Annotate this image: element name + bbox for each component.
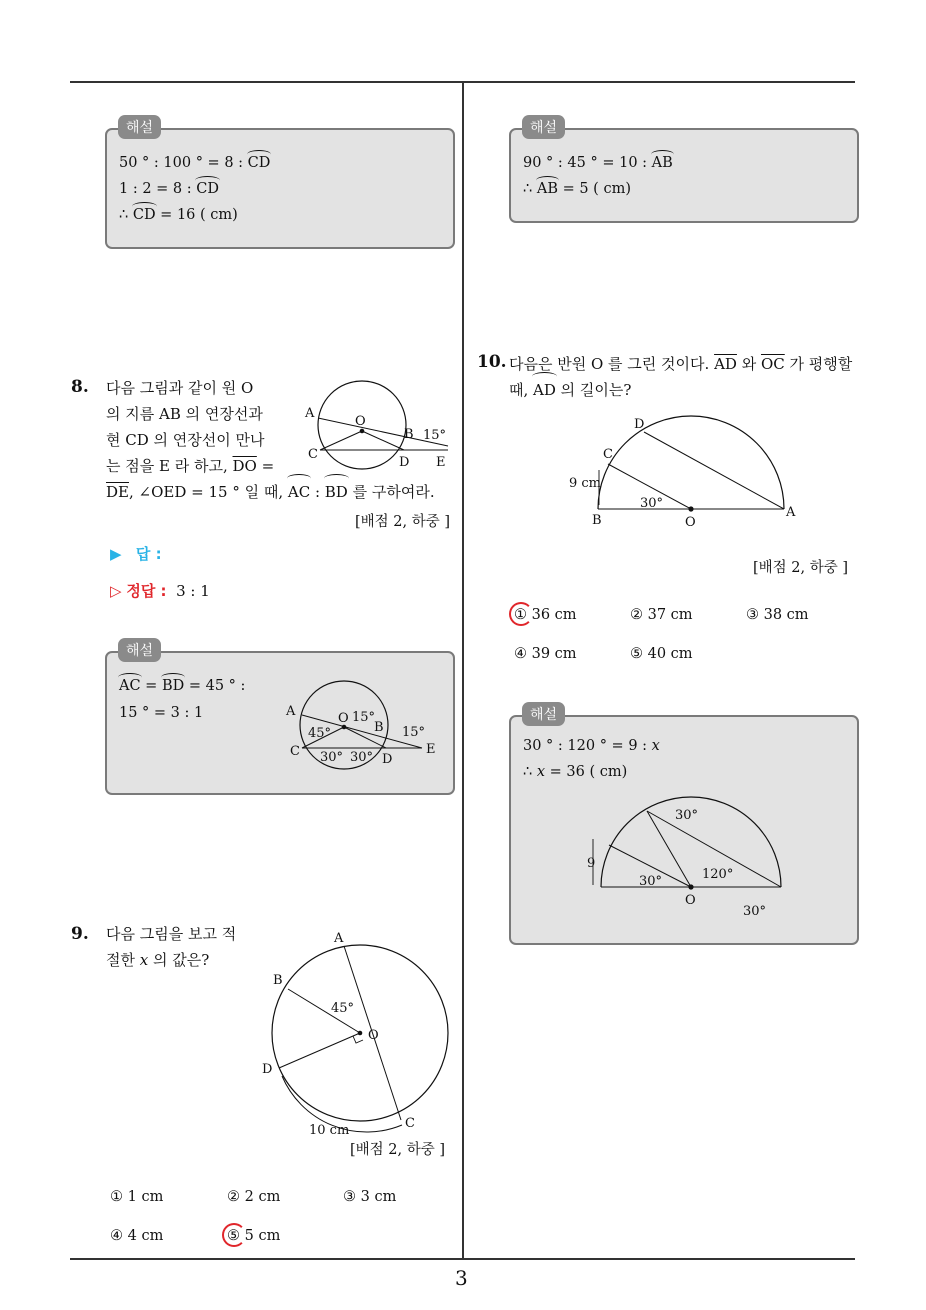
sol8-line2: 15 ° = 3 : 1 <box>119 705 204 721</box>
sol10-line2: ∴ x = 36 ( cm) <box>523 764 628 780</box>
q8-line5: $\overline{DE}$, ∠OED = 15 ° 일 때, AC : BD 를 구하여라. <box>106 479 435 505</box>
q8-fig-B: B <box>404 427 414 442</box>
q8-fig-E: E <box>436 455 446 470</box>
solution-box-q10 <box>509 715 859 945</box>
q8-answer: ▶ 답 : <box>110 545 162 563</box>
sol10-line1: 30 ° : 120 ° = 9 : x <box>523 738 660 754</box>
q9-option-4[interactable]: ④ 4 cm <box>110 1228 164 1244</box>
bottom-rule <box>70 1258 855 1260</box>
q8-line2: 의 지름 AB 의 연장선과 <box>106 405 263 423</box>
sol8-fig-C: C <box>290 744 300 759</box>
sol8-fig-a30r: 30° <box>350 750 374 765</box>
sol7-line2: 1 : 2 = 8 : CD <box>119 181 219 197</box>
q10-number: 10. <box>477 352 507 372</box>
sol8-fig-O: O <box>338 711 349 726</box>
q9-fig-angle: 45° <box>331 1001 355 1016</box>
q9-answer-mark <box>222 1223 246 1247</box>
q9-option-2[interactable]: ② 2 cm <box>227 1189 281 1205</box>
sol10-fig-a30b: 30° <box>743 904 767 919</box>
sol10-fig-a30top: 30° <box>675 808 699 823</box>
sol8-fig-B: B <box>374 720 384 735</box>
sol10-fig-a30l: 30° <box>639 874 663 889</box>
solution-tag-q9: 해설 <box>522 115 565 139</box>
q8-fig-angle: 15° <box>423 428 447 443</box>
sol10-fig-a120: 120° <box>702 867 734 882</box>
q9-fig-C: C <box>405 1116 415 1131</box>
q8-score: [배점 2, 하중 ] <box>355 514 451 530</box>
q9-figure <box>262 928 462 1138</box>
q8-fig-A: A <box>305 406 315 421</box>
sol8-fig-D: D <box>382 752 393 767</box>
q9-fig-A: A <box>334 931 344 946</box>
q8-line4: 는 점을 E 라 하고, $\overline{DO}$ = <box>106 457 275 475</box>
sol8-fig-a30l: 30° <box>320 750 344 765</box>
q10-fig-angle: 30° <box>640 496 664 511</box>
q8-number: 8. <box>71 377 89 397</box>
q9-text <box>106 921 236 973</box>
q9-fig-D: D <box>262 1062 273 1077</box>
sol7-line1: 50 ° : 100 ° = 8 : CD <box>119 155 271 171</box>
sol8-fig-a15: 15° <box>352 710 376 725</box>
solution-box-q9 <box>509 128 859 223</box>
q9-line2: 절한 x 의 값은? <box>106 951 210 969</box>
q8-fig-O: O <box>355 414 366 429</box>
q10-line1: 다음은 반원 O 를 그린 것이다. $\overline{AD}$ 와 $\overline{OC}$ 가 평행할 <box>509 355 853 373</box>
q9-option-5[interactable]: ⑤ 5 cm <box>227 1228 281 1244</box>
q8-line1: 다음 그림과 같이 원 O <box>106 379 254 397</box>
q9-option-1[interactable]: ① 1 cm <box>110 1189 164 1205</box>
sol10-fig-O: O <box>685 893 696 908</box>
q10-fig-O: O <box>685 515 696 530</box>
q8-figure <box>300 380 460 475</box>
q10-fig-A: A <box>786 505 796 520</box>
column-divider <box>462 83 464 1259</box>
q9-number: 9. <box>71 924 89 944</box>
solution-tag-q10: 해설 <box>522 702 565 726</box>
q10-option-2[interactable]: ② 37 cm <box>630 607 693 623</box>
sol8-figure <box>282 675 442 770</box>
sol8-line1: AC = BD = 45 ° : <box>119 678 246 694</box>
sol7-line3: ∴ CD = 16 ( cm) <box>119 207 238 223</box>
solution-tag-q7: 해설 <box>118 115 161 139</box>
q8-fig-C: C <box>308 447 318 462</box>
solution-box-q8 <box>105 651 455 795</box>
q10-line2: 때, AD 의 길이는? <box>509 377 631 403</box>
sol8-fig-E: E <box>426 742 436 757</box>
sol8-fig-A: A <box>286 704 296 719</box>
sol10-figure <box>581 799 791 924</box>
q8-correct: ▷ 정답 : 3 : 1 <box>110 582 210 600</box>
q8-fig-D: D <box>399 455 410 470</box>
sol10-fig-nine: 9 <box>587 856 596 871</box>
sol9-line1: 90 ° : 45 ° = 10 : AB <box>523 155 673 171</box>
q10-fig-C: C <box>603 447 613 462</box>
sol8-fig-a45: 45° <box>308 726 332 741</box>
q10-option-5[interactable]: ⑤ 40 cm <box>630 646 693 662</box>
sol8-fig-b15: 15° <box>402 725 426 740</box>
q10-fig-len: 9 cm <box>569 476 602 491</box>
q10-fig-D: D <box>634 417 645 432</box>
q10-score: [배점 2, 하중 ] <box>753 560 849 576</box>
q10-option-1[interactable]: ① 36 cm <box>514 607 577 623</box>
q10-answer-mark <box>509 602 533 626</box>
q9-line1: 다음 그림을 보고 적 <box>106 925 237 943</box>
q9-fig-O: O <box>368 1028 379 1043</box>
q9-score: [배점 2, 하중 ] <box>350 1142 446 1158</box>
solution-box-q7 <box>105 128 455 249</box>
page-number: 3 <box>455 1266 468 1290</box>
q10-fig-B: B <box>592 513 602 528</box>
solution-tag-q8: 해설 <box>118 638 161 662</box>
q10-option-3[interactable]: ③ 38 cm <box>746 607 809 623</box>
q10-option-4[interactable]: ④ 39 cm <box>514 646 577 662</box>
q9-fig-B: B <box>273 973 283 988</box>
sol9-line2: ∴ AB = 5 ( cm) <box>523 181 631 197</box>
q10-figure <box>568 412 808 532</box>
q8-line3: 현 CD 의 연장선이 만나 <box>106 431 265 449</box>
q9-fig-length: 10 cm <box>309 1123 350 1138</box>
q9-option-3[interactable]: ③ 3 cm <box>343 1189 397 1205</box>
